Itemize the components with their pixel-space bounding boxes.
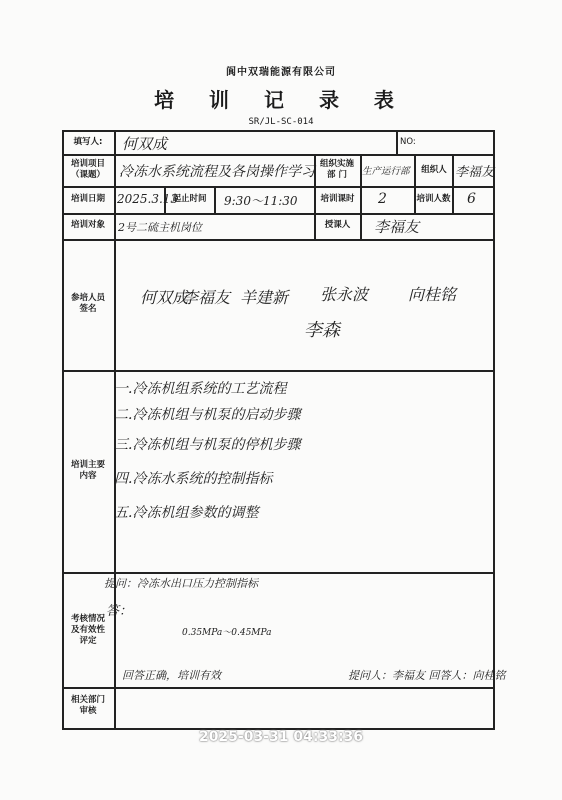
- review-label: 相关部门审核: [70, 695, 105, 716]
- trainer-label: 授课人: [324, 220, 351, 230]
- row-line: [62, 239, 495, 241]
- count-value: 6: [467, 191, 476, 207]
- date-value: 2025.3.13: [117, 192, 179, 206]
- form-code: SR/JL-SC-014: [248, 117, 314, 127]
- page-title: 培 训 记 录 表: [154, 88, 408, 112]
- assessment-question: 提问：冷冻水出口压力控制指标: [104, 577, 258, 590]
- hours-label: 培训课时: [320, 194, 355, 204]
- participant-signature: 李福友: [182, 288, 231, 307]
- participant-signature: 何双成: [140, 288, 189, 307]
- participant-signature: 张永波: [320, 285, 369, 304]
- company-name: 阆中双瑞能源有限公司: [226, 67, 336, 78]
- col-line: [452, 154, 454, 186]
- col-line: [396, 130, 398, 154]
- content-line: 三.冷冻机组与机泵的停机步骤: [114, 437, 301, 453]
- organizer-value: 李福友: [455, 165, 495, 180]
- target-value: 2号二硫主机岗位: [118, 221, 202, 234]
- filler-label: 填写人:: [73, 137, 103, 147]
- participant-signature: 羊建新: [240, 288, 289, 307]
- content-label: 培训主要内容: [70, 460, 105, 481]
- participant-signature: 李森: [304, 320, 340, 341]
- participant-signature: 向桂铭: [408, 285, 457, 304]
- scan-timestamp: 2025-03-31 04:33:36: [198, 729, 364, 745]
- participants-label: 参培人员签名: [70, 293, 105, 314]
- row-line: [62, 687, 495, 689]
- project-label: 培训项目（课题）: [70, 159, 105, 180]
- col-line: [452, 186, 454, 213]
- assessment-signature: 提问人：李福友 回答人：向桂铭: [348, 669, 506, 682]
- table-border-right: [493, 130, 495, 730]
- time-label: 起止时间: [172, 194, 207, 204]
- assessment-answer-label: 答：: [106, 604, 133, 619]
- table-border-top: [62, 130, 495, 132]
- count-label: 培训人数: [416, 194, 451, 204]
- row-line: [62, 154, 495, 156]
- label-column-line: [114, 130, 116, 730]
- org-dept-label: 组织实施部 门: [319, 159, 354, 180]
- trainer-value: 李福友: [374, 218, 420, 236]
- row-line: [62, 186, 495, 188]
- assessment-result: 回答正确，培训有效: [122, 669, 221, 682]
- row-line: [62, 370, 495, 372]
- time-value: 9:30～11:30: [224, 194, 298, 208]
- row-line: [62, 572, 495, 574]
- hours-value: 2: [378, 191, 387, 207]
- project-value: 冷冻水系统流程及各岗操作学习: [119, 164, 315, 180]
- org-dept-value: 生产运行部: [362, 166, 410, 177]
- content-line: 四.冷冻水系统的控制指标: [114, 471, 273, 487]
- record-table: [62, 130, 506, 730]
- col-line: [360, 186, 362, 213]
- col-line: [214, 186, 216, 213]
- assessment-label: 考核情况及有效性评定: [70, 614, 105, 646]
- col-line: [360, 213, 362, 239]
- row-line: [62, 213, 495, 215]
- no-label: NO:: [400, 137, 416, 147]
- filler-value: 何双成: [122, 135, 168, 153]
- date-label: 培训日期: [70, 194, 105, 204]
- content-line: 一.冷冻机组系统的工艺流程: [114, 381, 287, 397]
- content-line: 二.冷冻机组与机泵的启动步骤: [114, 407, 301, 423]
- target-label: 培训对象: [70, 220, 105, 230]
- content-line: 五.冷冻机组参数的调整: [114, 505, 259, 521]
- organizer-label: 组织人: [421, 165, 447, 175]
- assessment-answer: 0.35MPa～0.45MPa: [182, 628, 272, 638]
